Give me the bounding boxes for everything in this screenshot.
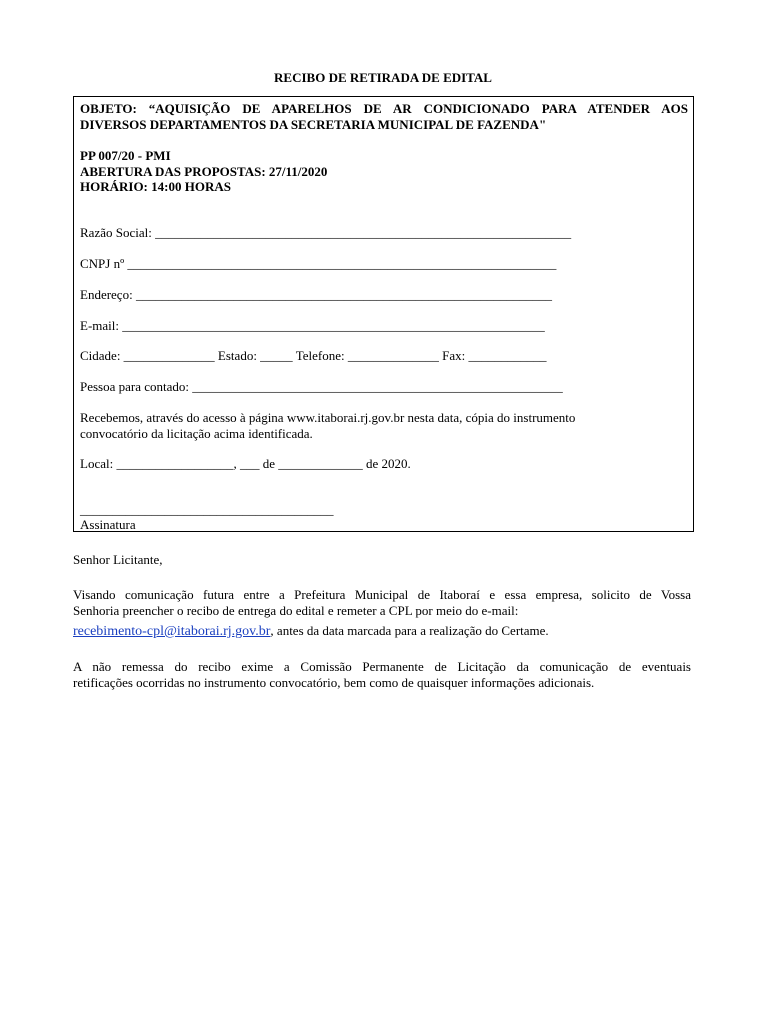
razao-social-field[interactable]: Razão Social: ________________________________________________________________ [80, 225, 572, 240]
email-field[interactable]: E-mail: _________________________________________________________________ [80, 318, 545, 333]
horario: HORÁRIO: 14:00 HORAS [80, 179, 231, 194]
recebemos-line-1: Recebemos, através do acesso à página www.itaborai.rj.gov.br nesta data, cópia do instrumento [80, 410, 576, 425]
objeto-line-1: OBJETO: “AQUISIÇÃO DE APARELHOS DE AR CONDICIONADO PARA ATENDER AOS [80, 101, 688, 116]
receipt-form-box [73, 96, 694, 532]
endereco-field[interactable]: Endereço: ________________________________________________________________ [80, 287, 552, 302]
local-date-field[interactable]: Local: __________________, ___ de _____________ de 2020. [80, 456, 411, 471]
paragraph-1-line-3-text: , antes da data marcada para a realização do Certame. [270, 623, 549, 638]
cidade-estado-telefone-fax-field[interactable]: Cidade: ______________ Estado: _____ Telefone: ______________ Fax: ____________ [80, 348, 547, 363]
recebemos-line-2: convocatório da licitação acima identificada. [80, 426, 313, 441]
greeting: Senhor Licitante, [73, 552, 163, 567]
paragraph-1-line-3 [73, 623, 549, 640]
abertura-propostas: ABERTURA DAS PROPOSTAS: 27/11/2020 [80, 164, 328, 179]
paragraph-2-line-1: A não remessa do recibo exime a Comissão Permanente de Licitação da comunicação de eventuais [73, 659, 691, 674]
cpl-email-link[interactable]: recebimento-cpl@itaborai.rj.gov.br [73, 624, 271, 639]
paragraph-1-line-2: Senhoria preencher o recibo de entrega do edital e remeter a CPL por meio do e-mail: [73, 603, 519, 618]
cnpj-field[interactable]: CNPJ nº __________________________________________________________________ [80, 256, 557, 271]
signature-label: Assinatura [80, 517, 136, 532]
signature-line: _______________________________________ [80, 502, 334, 517]
objeto-line-2: DIVERSOS DEPARTAMENTOS DA SECRETARIA MUNICIPAL DE FAZENDA" [80, 117, 547, 132]
paragraph-2-line-2: retificações ocorridas no instrumento convocatório, bem como de quaisquer informações adicionais. [73, 675, 595, 690]
document-title: RECIBO DE RETIRADA DE EDITAL [274, 70, 492, 85]
paragraph-1-line-1: Visando comunicação futura entre a Prefeitura Municipal de Itaboraí e essa empresa, solicito de Vossa [73, 587, 691, 602]
pessoa-contato-field[interactable]: Pessoa para contado: _________________________________________________________ [80, 379, 563, 394]
pp-number: PP 007/20 - PMI [80, 148, 171, 163]
